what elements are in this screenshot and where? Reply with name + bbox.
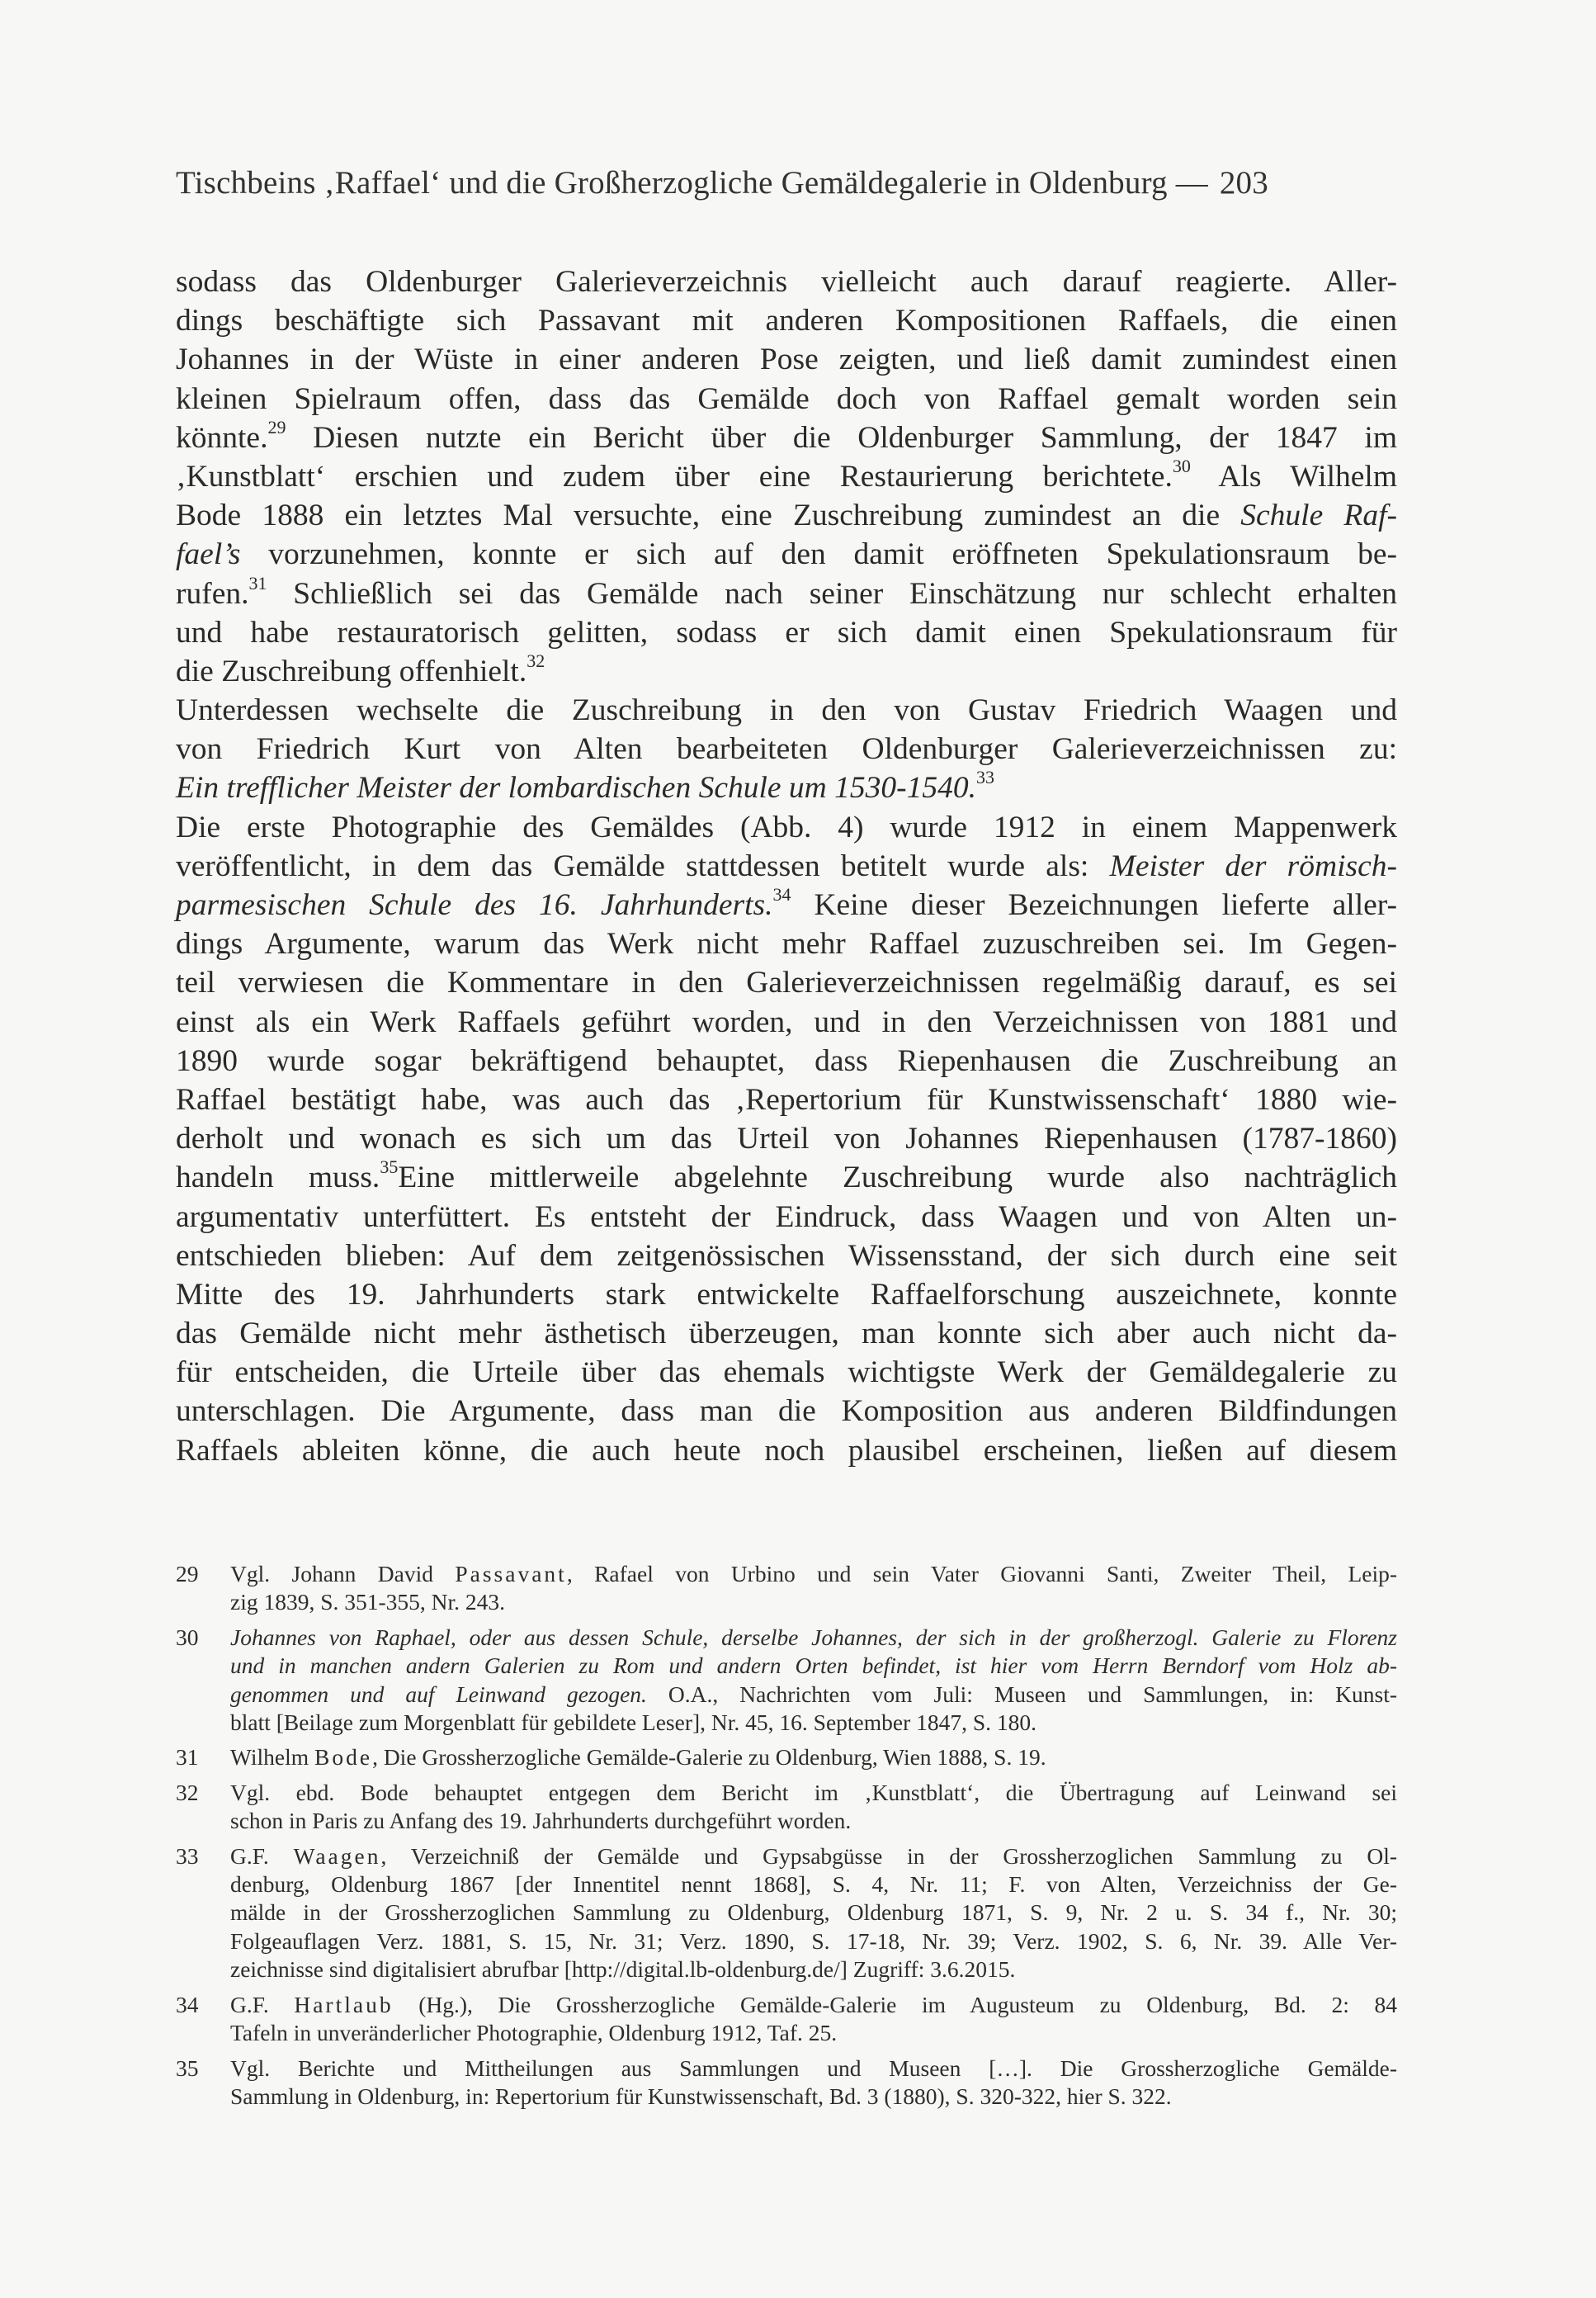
footnote-number: 32	[176, 1779, 199, 1805]
text-line: Ein trefflicher Meister der lombardischen Schule um 1530-1540.33	[176, 767, 994, 806]
footnote-ref: 30	[1172, 455, 1191, 476]
text-line: 1890 wurde sogar bekräftigend behauptet, dass Riepenhausen die Zuschreibung an	[176, 1043, 1397, 1078]
text-line: veröffentlicht, in dem das Gemälde stattdessen betitelt wurde als: Meister der römisch-	[176, 849, 1397, 883]
main-text	[176, 262, 1397, 1470]
footnote-ref: 31	[248, 572, 267, 593]
text-line: Raffael bestätigt habe, was auch das ‚Repertorium für Kunstwissenschaft‘ 1880 wie-	[176, 1082, 1397, 1117]
footnote-ref: 29	[267, 416, 286, 437]
footnote-number: 31	[176, 1744, 199, 1771]
text-line: fael’s vorzunehmen, konnte er sich auf den damit eröffneten Spekulationsraum be-	[176, 537, 1398, 572]
page-number: 203	[1219, 165, 1268, 201]
footnote-30: 30 Johannes von Raphael, oder aus dessen Schule, derselbe Johannes, der sich in der großherzogl. Galerie zu Florenz und in manchen andern Galerien zu Rom und andern Orten befindet, ist hier vom Herrn Berndorf vom Holz ab- genommen und auf Leinwand gezogen. O.A., Nachrichten vom Juli: Museen und Sammlungen, in: Kunst- blatt [Beilage zum Morgenblatt für gebildete Leser], Nr. 45, 16. September 1847, S. 180.	[176, 1624, 1397, 1736]
text-line: handeln muss.$^{35}$Eine mittlerweile abgelehnte Zuschreibung wurde also nachträglich	[176, 1156, 1397, 1195]
footnote-ref: 35	[380, 1156, 399, 1178]
running-header	[176, 162, 1401, 205]
text-line: teil verwiesen die Kommentare in den Galerieverzeichnissen regelmäßig darauf, es sei	[176, 966, 1397, 1000]
footnote-number: 30	[176, 1624, 199, 1650]
text-line: einst als ein Werk Raffaels geführt worden, und in den Verzeichnissen von 1881 und	[176, 1005, 1397, 1039]
text-line: und habe restauratorisch gelitten, sodass er sich damit einen Spekulationsraum für	[176, 615, 1397, 650]
text-line: unterschlagen. Die Argumente, dass man die Komposition aus anderen Bildfindungen	[176, 1394, 1397, 1429]
footnote-31: 31 Wilhelm Bode, Die Grossherzogliche Gemälde-Galerie zu Oldenburg, Wien 1888, S. 19.	[176, 1743, 1397, 1771]
text-line: Mitte des 19. Jahrhunderts stark entwickelte Raffaelforschung auszeichnete, konnte	[176, 1277, 1397, 1312]
footnote-number: 34	[176, 1991, 199, 2017]
footnotes	[176, 1560, 1397, 2117]
text-line: Unterdessen wechselte die Zuschreibung in den von Gustav Friedrich Waagen und	[176, 693, 1397, 728]
footnote-33: 33 G.F. Waagen, Verzeichniß der Gemälde und Gypsabgüsse in der Grossherzoglichen Sammlung zu Ol- denburg, Oldenburg 1867 [der Innentitel nennt 1868], S. 4, Nr. 11; F. von Alten, Verzeichniss der Ge- mälde in der Grossherzoglichen Sammlung zu Oldenburg, Oldenburg 1871, S. 9, Nr. 2 u. S. 34 f., Nr. 30; Folgeauflagen Verz. 1881, S. 15, Nr. 31; Verz. 1890, S. 17-18, Nr. 39; Verz. 1902, S. 6, Nr. 39. Alle Ver- zeichnisse sind digitalisiert abrufbar [http://digital.lb-oldenburg.de/] Zugriff: 3.6.2015.	[176, 1842, 1397, 1983]
text-line: derholt und wonach es sich um das Urteil von Johannes Riepenhausen (1787-1860)	[176, 1122, 1397, 1156]
footnote-ref: 32	[526, 650, 545, 671]
footnote-29: 29 Vgl. Johann David Passavant, Rafael von Urbino und sein Vater Giovanni Santi, Zweiter Theil, Leip- zig 1839, S. 351-355, Nr. 243.	[176, 1561, 1397, 1615]
text-line: sodass das Oldenburger Galerieverzeichnis vielleicht auch darauf reagierte. Aller-	[176, 265, 1397, 299]
text-line: ‚Kunstblatt‘ erschien und zudem über eine Restaurierung berichtete.$^{30}$ Als Wilhelm	[176, 455, 1397, 494]
footnote-number: 35	[176, 2054, 199, 2081]
text-line: Bode 1888 ein letztes Mal versuchte, eine Zuschreibung zumindest an die Schule Raf-	[176, 499, 1397, 533]
text-line: dings Argumente, warum das Werk nicht mehr Raffael zuzuschreiben sei. Im Gegen-	[176, 927, 1397, 962]
header-title: Tischbeins ‚Raffael‘ und die Großherzogliche Gemäldegalerie in Oldenburg	[176, 165, 1168, 201]
text-line: für entscheiden, die Urteile über das ehemals wichtigste Werk der Gemäldegalerie zu	[176, 1355, 1397, 1390]
text-line: die Zuschreibung offenhielt.$^{32}$	[176, 650, 545, 688]
text-line: das Gemälde nicht mehr ästhetisch überzeugen, man konnte sich aber auch nicht da-	[176, 1317, 1397, 1351]
footnote-number: 33	[176, 1842, 199, 1869]
text-line: dings beschäftigte sich Passavant mit anderen Kompositionen Raffaels, die einen	[176, 304, 1397, 338]
footnote-number: 29	[176, 1561, 199, 1586]
text-line: entschieden blieben: Auf dem zeitgenössischen Wissensstand, der sich durch eine seit	[176, 1238, 1397, 1273]
text-line: könnte.$^{29}$ Diesen nutzte ein Bericht über die Oldenburger Sammlung, der 1847 im	[176, 416, 1397, 455]
text-line: Raffaels ableiten könne, die auch heute noch plausibel erscheinen, ließen auf diesem	[176, 1433, 1397, 1468]
text-line: parmesischen Schule des 16. Jahrhunderts.$^{34}$ Keine dieser Bezeichnungen lieferte aller-	[176, 884, 1398, 922]
header-dash: —	[1175, 165, 1208, 201]
footnote-32: 32 Vgl. ebd. Bode behauptet entgegen dem Bericht im ‚Kunstblatt‘, die Übertragung auf Leinwand sei schon in Paris zu Anfang des 19. Jahrhunderts durchgeführt worden.	[176, 1779, 1397, 1834]
footnote-35: 35 Vgl. Berichte und Mittheilungen aus Sammlungen und Museen […]. Die Grossherzogliche Gemälde- Sammlung in Oldenburg, in: Repertorium für Kunstwissenschaft, Bd. 3 (1880), S. 320-322, hier S. 322.	[176, 2054, 1397, 2109]
text-line: rufen.$^{31}$ Schließlich sei das Gemälde nach seiner Einschätzung nur schlecht erhalten	[176, 572, 1398, 611]
footnote-ref: 34	[772, 884, 791, 905]
text-line: von Friedrich Kurt von Alten bearbeiteten Oldenburger Galerieverzeichnissen zu:	[176, 732, 1397, 767]
text-line: Die erste Photographie des Gemäldes (Abb. 4) wurde 1912 in einem Mappenwerk	[176, 810, 1397, 844]
footnote-ref: 33	[975, 767, 994, 788]
text-line: kleinen Spielraum offen, dass das Gemälde doch von Raffael gemalt worden sein	[176, 381, 1397, 416]
text-line: Johannes in der Wüste in einer anderen Pose zeigten, und ließ damit zumindest einen	[176, 343, 1397, 377]
footnote-34: 34 G.F. Hartlaub (Hg.), Die Grossherzogliche Gemälde-Galerie im Augusteum zu Oldenburg, Bd. 2: 84 Tafeln in unveränderlicher Photographie, Oldenburg 1912, Taf. 25.	[176, 1991, 1398, 2046]
text-line: argumentativ unterfüttert. Es entsteht der Eindruck, dass Waagen und von Alten un-	[176, 1199, 1397, 1234]
